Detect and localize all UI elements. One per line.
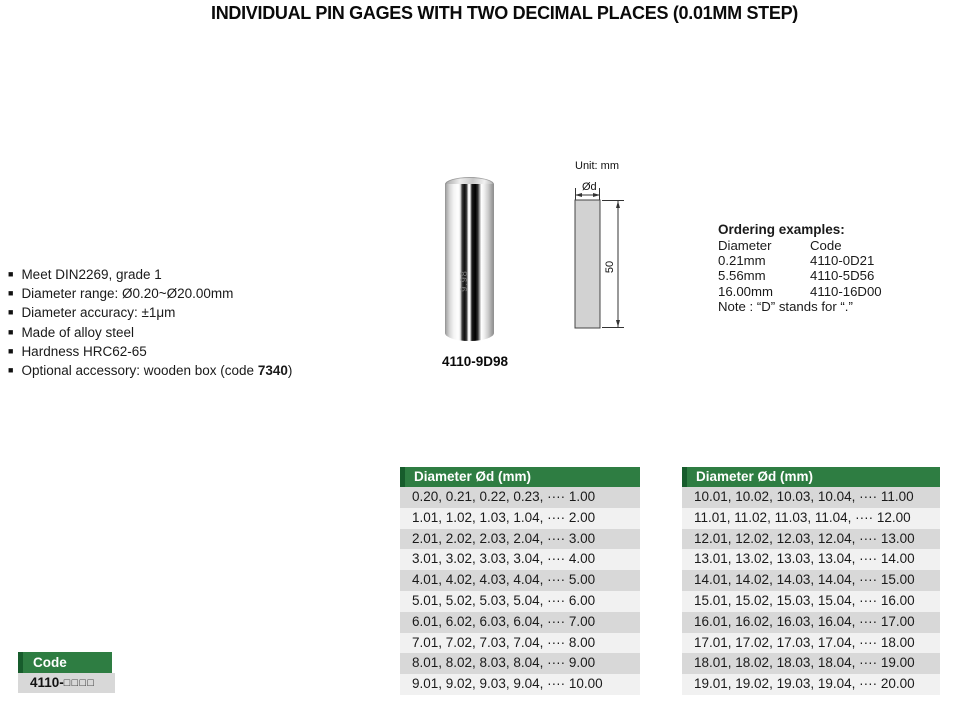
- pin-gage-figure: [425, 170, 525, 375]
- table-header-label: Diameter Ød (mm): [414, 469, 532, 484]
- table-row: 19.01, 19.02, 19.03, 19.04, ···· 20.00: [682, 674, 940, 695]
- bullet-icon: ■: [8, 326, 14, 337]
- feature-item: [8, 343, 292, 362]
- ordering-col-diameter: Diameter: [718, 238, 772, 253]
- page-title: INDIVIDUAL PIN GAGES WITH TWO DECIMAL PLACES (0.01MM STEP): [211, 3, 798, 23]
- table-body-left: [400, 487, 640, 695]
- diameter-table-left: [400, 467, 640, 695]
- feature-text: Diameter range: Ø0.20~Ø20.00mm: [21, 286, 234, 302]
- code-placeholder-boxes: □□□□: [63, 677, 96, 689]
- table-row: 4.01, 4.02, 4.03, 4.04, ···· 5.00: [400, 570, 640, 591]
- product-code-label: 4110-9D98: [441, 354, 509, 369]
- bullet-icon: ■: [8, 365, 14, 376]
- bullet-icon: ■: [8, 345, 14, 356]
- diameter-table-right: [682, 467, 940, 695]
- feature-item: [8, 362, 292, 381]
- ordering-diameter: 0.21mm: [718, 253, 766, 269]
- table-row: 17.01, 17.02, 17.03, 17.04, ···· 18.00: [682, 633, 940, 654]
- length-dim-label: 50: [604, 260, 616, 274]
- code-box-value: [18, 673, 115, 693]
- ordering-code: 4110-0D21: [810, 253, 875, 269]
- header-accent: [18, 652, 23, 673]
- ordering-row: [718, 253, 882, 268]
- code-box-header: [18, 652, 112, 673]
- feature-text: Optional accessory: wooden box (code: [21, 363, 258, 379]
- ordering-header-row: [718, 238, 882, 253]
- table-row: 0.20, 0.21, 0.22, 0.23, ···· 1.00: [400, 487, 640, 508]
- ordering-title: Ordering examples:: [718, 222, 845, 237]
- header-accent: [682, 467, 687, 487]
- table-body-right: [682, 487, 940, 695]
- table-row: 18.01, 18.02, 18.03, 18.04, ···· 19.00: [682, 653, 940, 674]
- gage-outline: [575, 200, 600, 328]
- dimension-drawing: [558, 155, 643, 345]
- bullet-icon: ■: [8, 288, 14, 299]
- ordering-col-code: Code: [810, 238, 842, 253]
- bullet-icon: ■: [8, 307, 14, 318]
- table-row: 15.01, 15.02, 15.03, 15.04, ···· 16.00: [682, 591, 940, 612]
- feature-text: Diameter accuracy: ±1μm: [21, 305, 176, 321]
- table-row: 9.01, 9.02, 9.03, 9.04, ···· 10.00: [400, 674, 640, 695]
- table-row: 6.01, 6.02, 6.03, 6.04, ···· 7.00: [400, 612, 640, 633]
- feature-text: Made of alloy steel: [21, 324, 134, 340]
- table-row: 7.01, 7.02, 7.03, 7.04, ···· 8.00: [400, 633, 640, 654]
- code-box: [18, 652, 115, 693]
- table-header: [400, 467, 640, 487]
- table-row: 12.01, 12.02, 12.03, 12.04, ···· 13.00: [682, 529, 940, 550]
- features-list: [8, 266, 292, 381]
- ordering-code: 4110-5D56: [810, 268, 875, 284]
- code-prefix: 4110-: [30, 675, 64, 690]
- feature-text: ): [287, 363, 293, 379]
- code-box-header-label: Code: [33, 655, 67, 670]
- ordering-note: Note : “D” stands for “.”: [718, 298, 853, 314]
- feature-item: [8, 324, 292, 343]
- table-row: 10.01, 10.02, 10.03, 10.04, ···· 11.00: [682, 487, 940, 508]
- pin-cylinder: [445, 184, 494, 341]
- accessory-code: 7340: [257, 363, 288, 379]
- feature-text: Meet DIN2269, grade 1: [21, 267, 162, 282]
- bullet-icon: ■: [8, 269, 14, 279]
- ordering-row: [718, 284, 882, 299]
- feature-item: [8, 285, 292, 304]
- table-row: 11.01, 11.02, 11.03, 11.04, ···· 12.00: [682, 508, 940, 529]
- table-row: 1.01, 1.02, 1.03, 1.04, ···· 2.00: [400, 508, 640, 529]
- ordering-examples: [718, 222, 882, 314]
- ordering-diameter: 16.00mm: [718, 283, 773, 299]
- table-row: 13.01, 13.02, 13.03, 13.04, ···· 14.00: [682, 549, 940, 570]
- header-accent: [400, 467, 405, 487]
- table-header-label: Diameter Ød (mm): [696, 469, 814, 484]
- table-row: 16.01, 16.02, 16.03, 16.04, ···· 17.00: [682, 612, 940, 633]
- pin-engraving: 9.98: [459, 270, 469, 292]
- feature-item: [8, 266, 292, 285]
- ordering-diameter: 5.56mm: [718, 268, 766, 284]
- ordering-row: [718, 268, 882, 283]
- ordering-code: 4110-16D00: [810, 283, 882, 299]
- diameter-dim-label: Ød: [582, 181, 597, 193]
- feature-item: [8, 304, 292, 323]
- table-row: 3.01, 3.02, 3.03, 3.04, ···· 4.00: [400, 549, 640, 570]
- table-row: 2.01, 2.02, 2.03, 2.04, ···· 3.00: [400, 529, 640, 550]
- table-row: 14.01, 14.02, 14.03, 14.04, ···· 15.00: [682, 570, 940, 591]
- feature-text: Hardness HRC62-65: [21, 343, 147, 359]
- table-row: 8.01, 8.02, 8.03, 8.04, ···· 9.00: [400, 653, 640, 674]
- table-header: [682, 467, 940, 487]
- table-row: 5.01, 5.02, 5.03, 5.04, ···· 6.00: [400, 591, 640, 612]
- unit-label: Unit: mm: [575, 160, 619, 172]
